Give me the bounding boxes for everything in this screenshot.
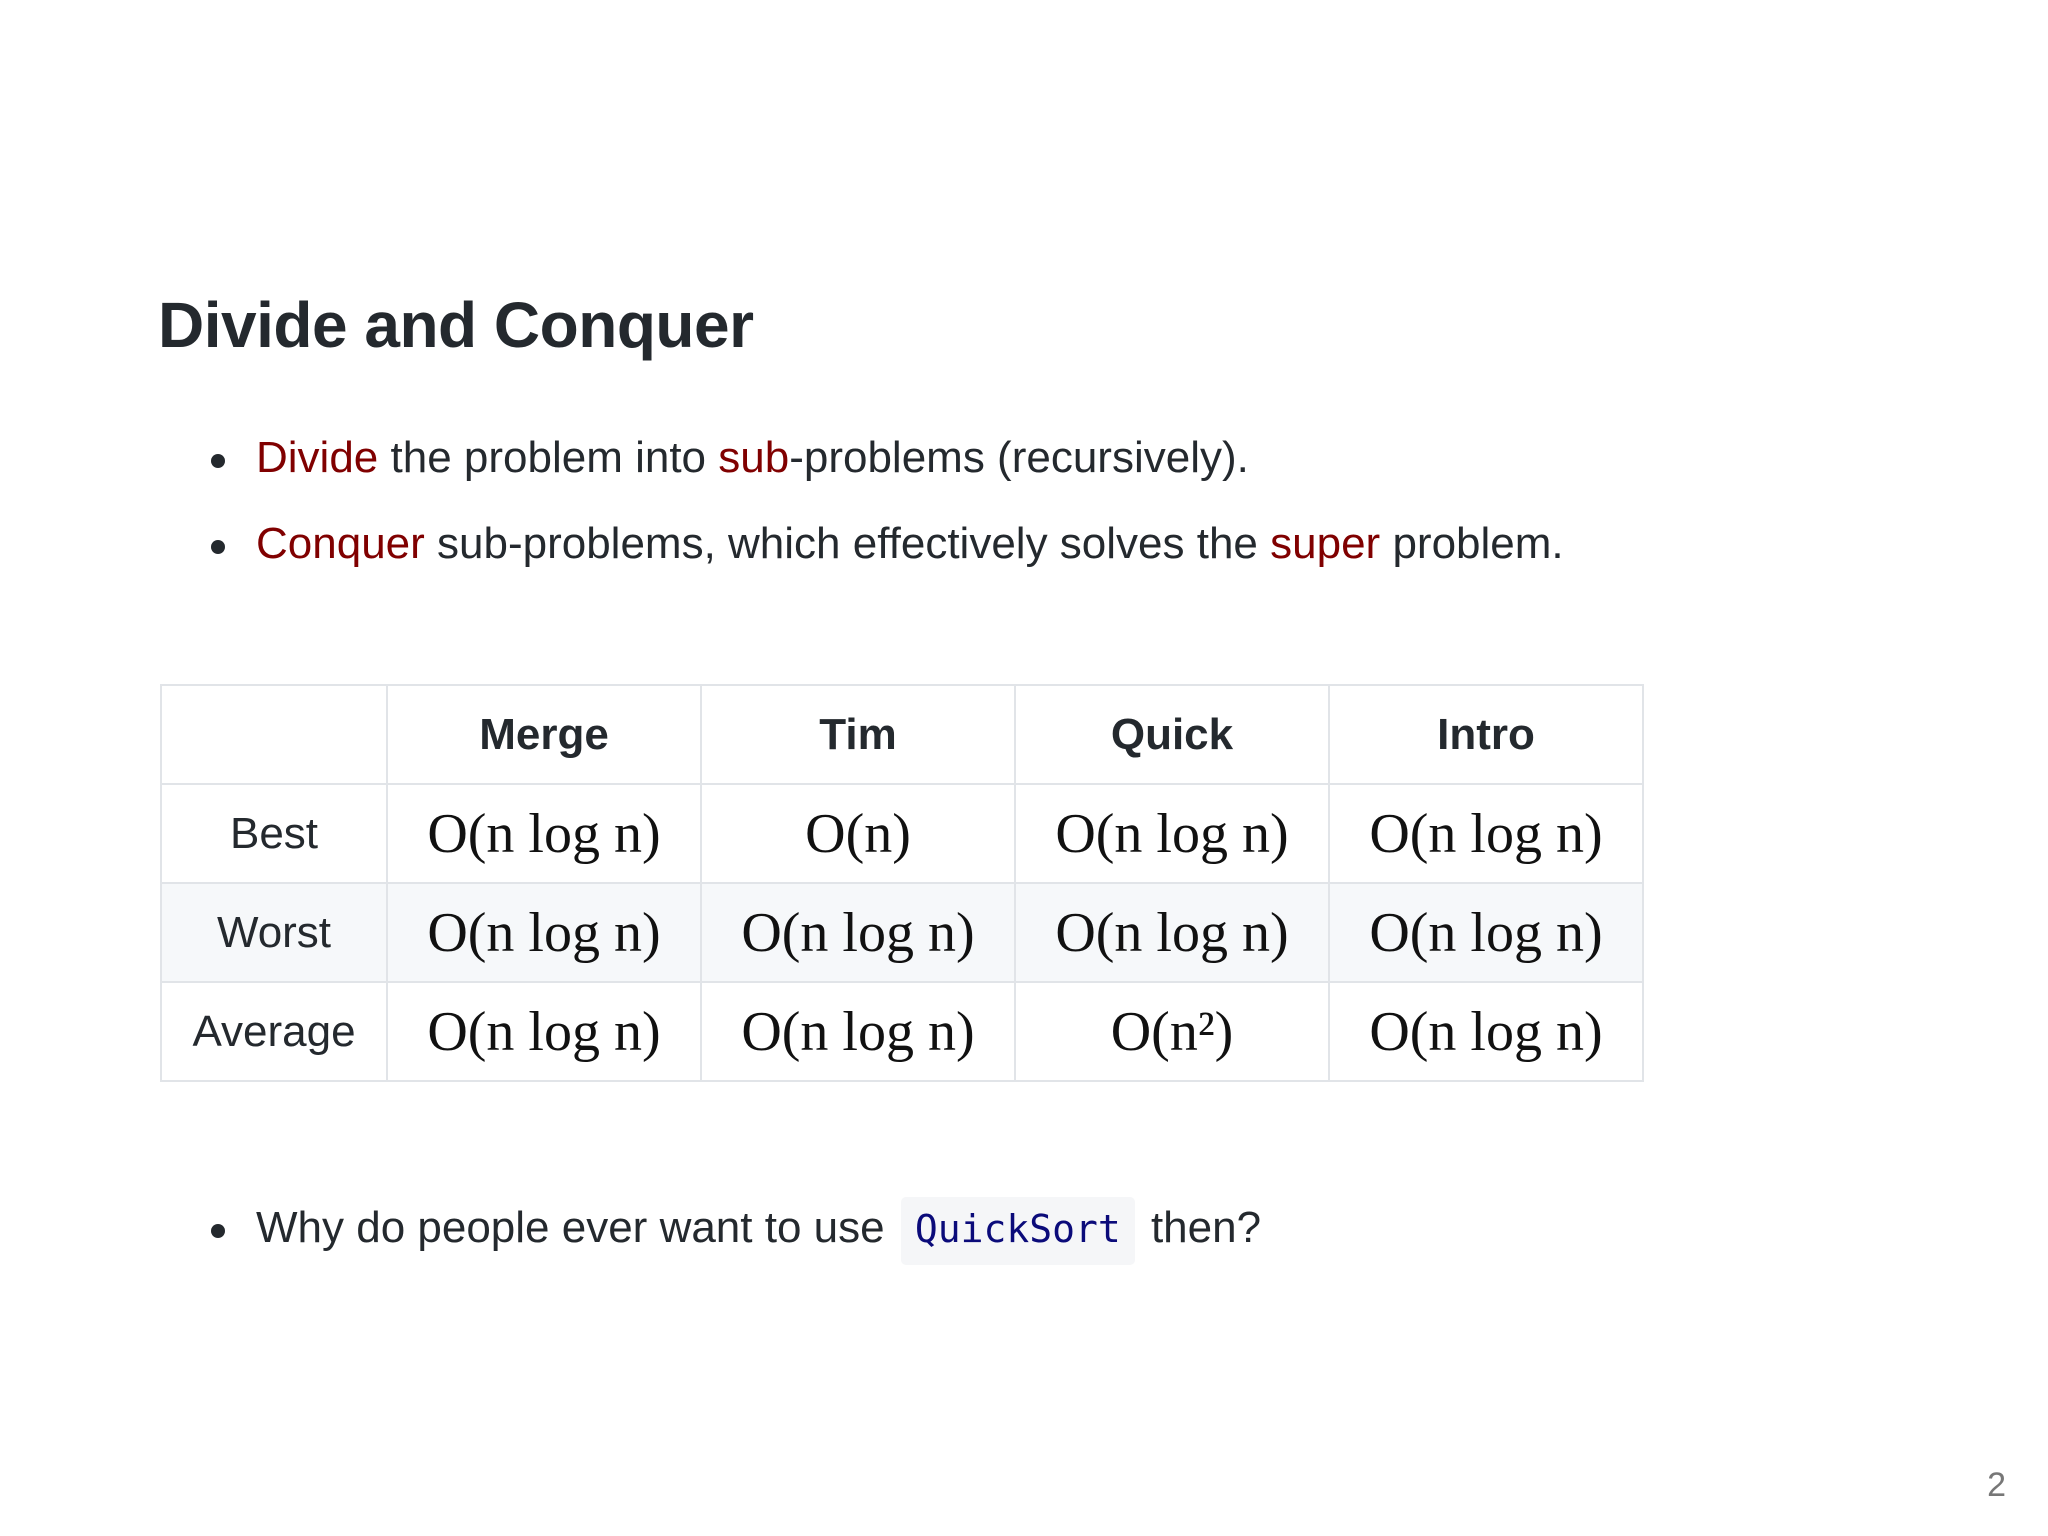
complexity-table xyxy=(160,684,1644,1082)
cell-worst-intro: O(n log n) xyxy=(1329,883,1643,982)
text-segment: -problems (recursively). xyxy=(789,433,1249,482)
cell-best-intro: O(n log n) xyxy=(1329,784,1643,883)
highlight-divide: Divide xyxy=(256,433,379,482)
cell-worst-merge: O(n log n) xyxy=(387,883,701,982)
text-segment: Why do people ever want to use xyxy=(256,1203,897,1252)
header-intro: Intro xyxy=(1329,685,1643,784)
table-header-row xyxy=(161,685,1643,784)
header-quick: Quick xyxy=(1015,685,1329,784)
header-tim: Tim xyxy=(701,685,1015,784)
row-label-average: Average xyxy=(161,982,387,1081)
cell-average-intro: O(n log n) xyxy=(1329,982,1643,1081)
text-segment: problem. xyxy=(1380,519,1564,568)
intro-bullet-list xyxy=(256,433,1564,608)
cell-average-tim: O(n log n) xyxy=(701,982,1015,1081)
cell-best-quick: O(n log n) xyxy=(1015,784,1329,883)
table-row-average xyxy=(161,982,1643,1081)
cell-best-tim: O(n) xyxy=(701,784,1015,883)
highlight-sub: sub xyxy=(718,433,790,482)
text-segment: sub-problems, which effectively solves the xyxy=(424,519,1271,568)
list-item-conquer xyxy=(256,519,1564,608)
cell-average-merge: O(n log n) xyxy=(387,982,701,1081)
table-row-best xyxy=(161,784,1643,883)
text-segment: then? xyxy=(1138,1203,1262,1252)
question-bullet-list xyxy=(256,1203,1262,1292)
slide-title: Divide and Conquer xyxy=(158,289,754,361)
list-item-divide xyxy=(256,433,1564,522)
cell-worst-tim: O(n log n) xyxy=(701,883,1015,982)
list-item-question xyxy=(256,1203,1262,1292)
highlight-super: super xyxy=(1270,519,1381,568)
table-row-worst xyxy=(161,883,1643,982)
header-merge: Merge xyxy=(387,685,701,784)
page-number: 2 xyxy=(1987,1466,2006,1504)
highlight-conquer: Conquer xyxy=(256,519,425,568)
row-label-best: Best xyxy=(161,784,387,883)
row-label-worst: Worst xyxy=(161,883,387,982)
table-corner-cell xyxy=(161,685,387,784)
text-segment: the problem into xyxy=(378,433,719,482)
cell-worst-quick: O(n log n) xyxy=(1015,883,1329,982)
code-quicksort: QuickSort xyxy=(901,1197,1135,1265)
cell-best-merge: O(n log n) xyxy=(387,784,701,883)
cell-average-quick: O(n²) xyxy=(1015,982,1329,1081)
